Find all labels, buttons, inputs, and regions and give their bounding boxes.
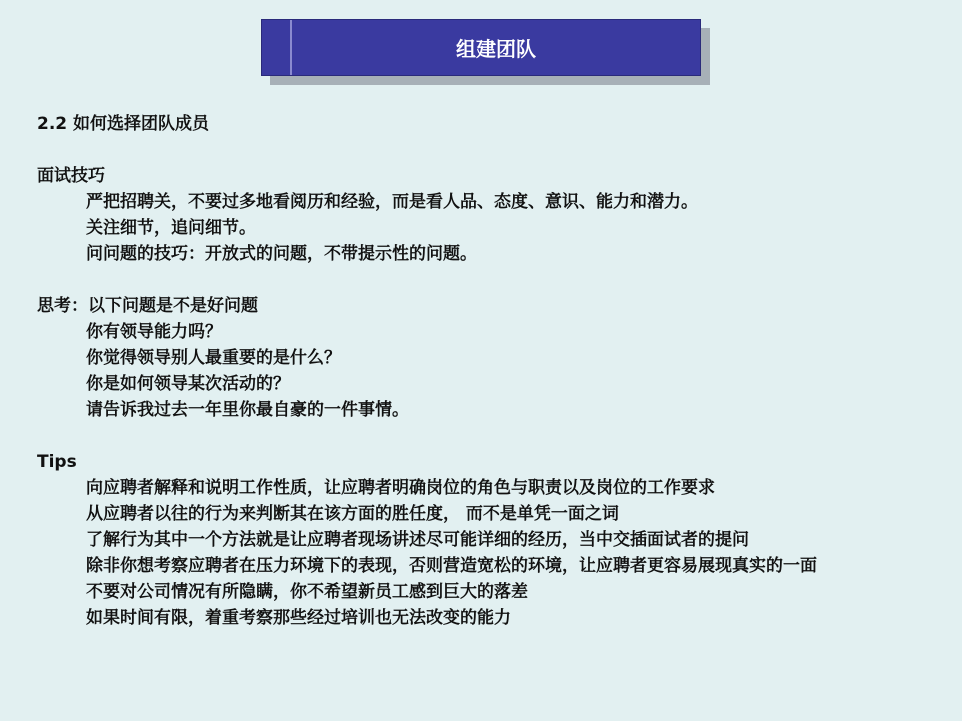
tips-item: 除非你想考察应聘者在压力环境下的表现，否则营造宽松的环境，让应聘者更容易展现真实的一面 (86, 556, 817, 576)
interview-heading: 面试技巧 (37, 166, 105, 186)
tips-item: 如果时间有限，着重考察那些经过培训也无法改变的能力 (86, 608, 511, 628)
tips-item: 向应聘者解释和说明工作性质，让应聘者明确岗位的角色与职责以及岗位的工作要求 (86, 478, 715, 498)
slide-content (37, 111, 917, 631)
thinking-item: 你有领导能力吗？ (86, 322, 222, 342)
tips-item: 不要对公司情况有所隐瞒，你不希望新员工感到巨大的落差 (86, 582, 528, 602)
thinking-heading: 思考：以下问题是不是好问题 (37, 296, 258, 316)
interview-item: 严把招聘关，不要过多地看阅历和经验，而是看人品、态度、意识、能力和潜力。 (86, 192, 698, 212)
spacer (37, 267, 917, 293)
tips-item: 从应聘者以往的行为来判断其在该方面的胜任度， 而不是单凭一面之词 (86, 504, 619, 524)
spacer (37, 137, 917, 163)
thinking-item: 你是如何领导某次活动的？ (86, 374, 290, 394)
tips-heading: Tips (37, 452, 77, 472)
section-heading: 2.2 如何选择团队成员 (37, 114, 210, 134)
page-title: 组建团队 (456, 37, 536, 61)
thinking-item: 请告诉我过去一年里你最自豪的一件事情。 (86, 400, 409, 420)
interview-item: 问问题的技巧：开放式的问题，不带提示性的问题。 (86, 244, 477, 264)
tips-item: 了解行为其中一个方法就是让应聘者现场讲述尽可能详细的经历，当中交插面试者的提问 (86, 530, 749, 550)
spacer (37, 423, 917, 449)
thinking-item: 你觉得领导别人最重要的是什么？ (86, 348, 341, 368)
interview-item: 关注细节，追问细节。 (86, 218, 256, 238)
title-banner (261, 19, 701, 76)
